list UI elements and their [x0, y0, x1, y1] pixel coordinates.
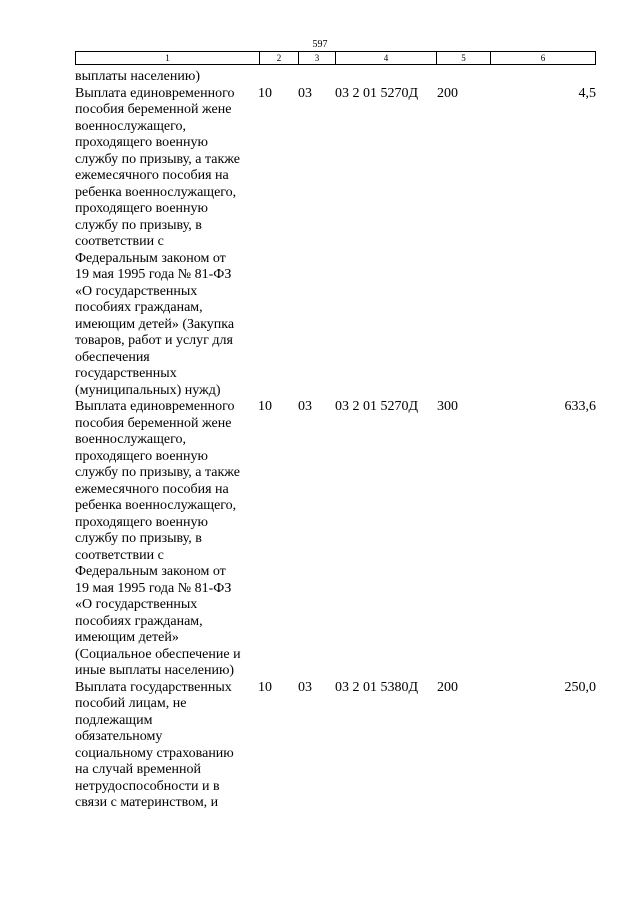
description-line: обеспечения [75, 349, 150, 365]
description-line: 19 мая 1995 года № 81-ФЗ [75, 267, 232, 282]
description-line: нетрудоспособности и в [75, 778, 220, 794]
description-line: 19 мая 1995 года № 81-ФЗ [75, 580, 232, 596]
description-line: службу по призыву, в [75, 217, 202, 233]
description-line: службу по призыву, в [75, 531, 202, 546]
description-line: связи с материнством, и [75, 795, 219, 810]
table-body [75, 69, 596, 812]
description-line: подлежащим [75, 712, 153, 728]
description-line: на случай временной [75, 762, 202, 777]
target-article-code: 03 2 01 5380Д [335, 679, 419, 695]
section-code: 10 [258, 85, 272, 101]
column-header-6: 6 [491, 52, 596, 65]
description-line: пособиях гражданам, [75, 300, 203, 315]
section-code: 10 [258, 399, 272, 414]
description-line: службу по призыву, а также [75, 151, 240, 167]
expense-type-code: 200 [437, 679, 458, 695]
table-rows [75, 86, 596, 812]
subsection-code: 03 [298, 679, 312, 695]
description-line: проходящего военную [75, 135, 208, 150]
description-line: (Социальное обеспечение и [75, 646, 241, 662]
description-line: пособиях гражданам, [75, 613, 203, 629]
description-line: пособия беременной жене [75, 102, 232, 117]
description-line: ребенка военнослужащего, [75, 184, 237, 200]
description-line: проходящего военную [75, 448, 208, 464]
description-line: «О государственных [75, 283, 198, 299]
subsection-code: 03 [298, 399, 312, 414]
column-header-3: 3 [299, 52, 336, 65]
row-description [75, 399, 255, 680]
target-article-code: 03 2 01 5270Д [335, 399, 419, 414]
description-line: Выплата единовременного [75, 85, 235, 101]
description-line: государственных [75, 366, 177, 381]
column-header-5: 5 [437, 52, 491, 65]
page-number: 597 [312, 39, 328, 50]
description-line: соответствии с [75, 234, 164, 249]
description-line: ежемесячного пособия на [75, 168, 229, 183]
description-line: проходящего военную [75, 514, 208, 530]
description-line: соответствии с [75, 547, 164, 563]
description-line: (муниципальных) нужд) [75, 382, 221, 398]
description-line: пособий лицам, не [75, 696, 187, 711]
amount-value: 4,5 [578, 85, 596, 101]
description-line: обязательному [75, 729, 163, 744]
description-line: военнослужащего, [75, 432, 187, 447]
row-description [75, 86, 255, 400]
description-line: иные выплаты населению) [75, 663, 235, 678]
amount-value: 250,0 [564, 679, 596, 695]
description-line: ребенка военнослужащего, [75, 498, 237, 513]
column-header-4: 4 [336, 52, 437, 65]
description-line: ежемесячного пособия на [75, 481, 229, 497]
description-line: «О государственных [75, 597, 198, 612]
table-row [75, 86, 596, 400]
description-line: проходящего военную [75, 201, 208, 216]
subsection-code: 03 [298, 85, 312, 101]
description-line: Выплата государственных [75, 679, 232, 695]
expense-type-code: 200 [437, 85, 458, 101]
target-article-code: 03 2 01 5270Д [335, 85, 419, 101]
section-code: 10 [258, 679, 272, 695]
table-row [75, 399, 596, 680]
amount-value: 633,6 [564, 399, 596, 414]
description-line: социальному страхованию [75, 745, 234, 761]
continuation-text: выплаты населению) [75, 69, 200, 84]
description-line: товаров, работ и услуг для [75, 333, 233, 348]
description-line: Федеральным законом от [75, 564, 226, 579]
description-line: военнослужащего, [75, 118, 187, 134]
description-line: службу по призыву, а также [75, 465, 240, 480]
column-header-row [75, 51, 596, 65]
description-line: Выплата единовременного [75, 399, 235, 414]
column-header-2: 2 [260, 52, 299, 65]
description-line: имеющим детей» [75, 630, 179, 645]
description-line: пособия беременной жене [75, 415, 232, 431]
description-line: имеющим детей» (Закупка [75, 316, 235, 332]
row-description [75, 680, 255, 812]
column-header-1: 1 [76, 52, 260, 65]
expense-type-code: 300 [437, 399, 458, 414]
description-line: Федеральным законом от [75, 250, 226, 266]
table-row [75, 680, 596, 812]
